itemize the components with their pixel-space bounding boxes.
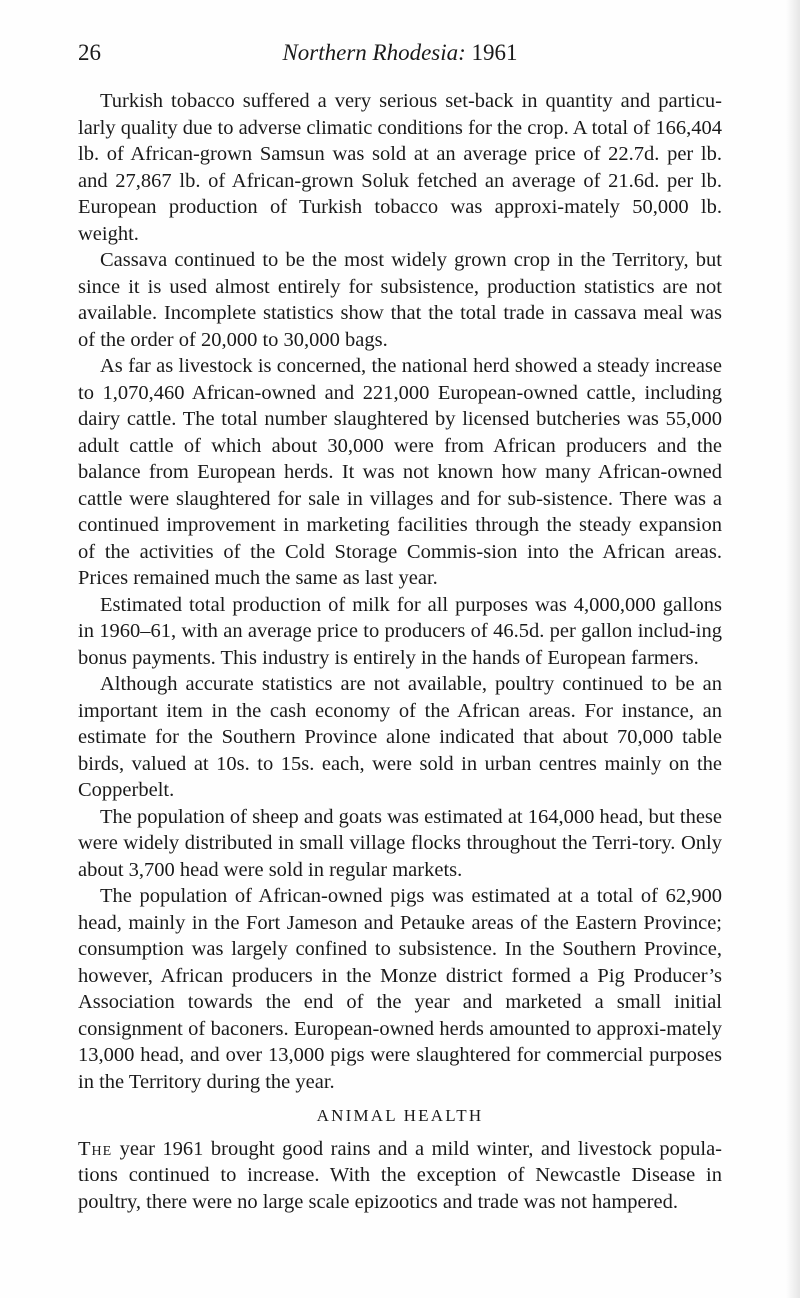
paragraph-poultry: Although accurate statistics are not available, poultry continued to be an important item in the cash economy of the African areas. For instance, an estimate for the Southern Province alone indicated that about 70,000 table birds, valued at 10s. to 15s. each, were sold in urban centres mainly on the Copperbelt.: [78, 673, 722, 801]
paragraph-sheep-goats: The population of sheep and goats was estimated at 164,000 head, but these were widely distributed in small village flocks throughout the Terri-tory. Only about 3,700 head were sold in regular markets.: [78, 805, 722, 881]
section-heading-animal-health: ANIMAL HEALTH: [316, 1106, 484, 1125]
page-number: 26: [78, 40, 101, 65]
section-lead-word: The: [78, 1137, 113, 1160]
page-edge-shadow: [786, 0, 800, 1298]
paragraph-animal-health: [78, 1136, 722, 1216]
running-title: [78, 40, 722, 66]
paragraph-livestock: As far as livestock is concerned, the national herd showed a steady increase to 1,070,460 African-owned and 221,000 European-owned cattle, including dairy cattle. The total number slaughtered by licensed butcheries was 55,000 adult cattle of which about 30,000 were from African producers and the balance from European herds. It was not known how many African-owned cattle were slaughtered for sale in villages and for sub-sistence. There was a continued improvement in marketing facilities through the steady expansion of the activities of the Cold Storage Commis-sion into the African areas. Prices remained much the same as last year.: [78, 355, 722, 589]
paragraph-cassava: Cassava continued to be the most widely grown crop in the Territory, but since it is used almost entirely for subsistence, production statistics are not available. Incomplete statistics show that the total trade in cassava meal was of the order of 20,000 to 30,000 bags.: [78, 249, 722, 351]
section-paragraph-text: year 1961 brought good rains and a mild winter, and livestock popula-tions continued to increase. With the exception of Newcastle Disease in poultry, there were no large scale epizootics and trade was not hampered.: [78, 1137, 723, 1213]
running-title-text: Northern Rhodesia:: [282, 40, 466, 65]
paragraph-pigs: The population of African-owned pigs was estimated at a total of 62,900 head, mainly in the Fort Jameson and Petauke areas of the Eastern Province; consumption was largely confined to subsistence. In the Southern Province, however, African producers in the Monze district formed a Pig Producer’s Association towards the end of the year and marketed a small initial consignment of baconers. European-owned herds amounted to approxi-mately 13,000 head, and over 13,000 pigs were slaughtered for commercial purposes in the Territory during the year.: [78, 885, 722, 1093]
paragraph-milk: Estimated total production of milk for all purposes was 4,000,000 gallons in 1960–61, with an average price to producers of 46.5d. per gallon includ-ing bonus payments. This industry is entirely in the hands of European farmers.: [78, 593, 722, 669]
paragraph-turkish-tobacco: Turkish tobacco suffered a very serious set-back in quantity and particu-larly quality due to adverse climatic conditions for the crop. A total of 166,404 lb. of African-grown Samsun was sold at an average price of 22.7d. per lb. and 27,867 lb. of African-grown Soluk fetched an average of 21.6d. per lb. European production of Turkish tobacco was approxi-mately 50,000 lb. weight.: [78, 90, 722, 245]
page-header: [78, 40, 722, 80]
running-title-year: 1961: [471, 40, 518, 65]
body-text: [78, 88, 722, 1215]
